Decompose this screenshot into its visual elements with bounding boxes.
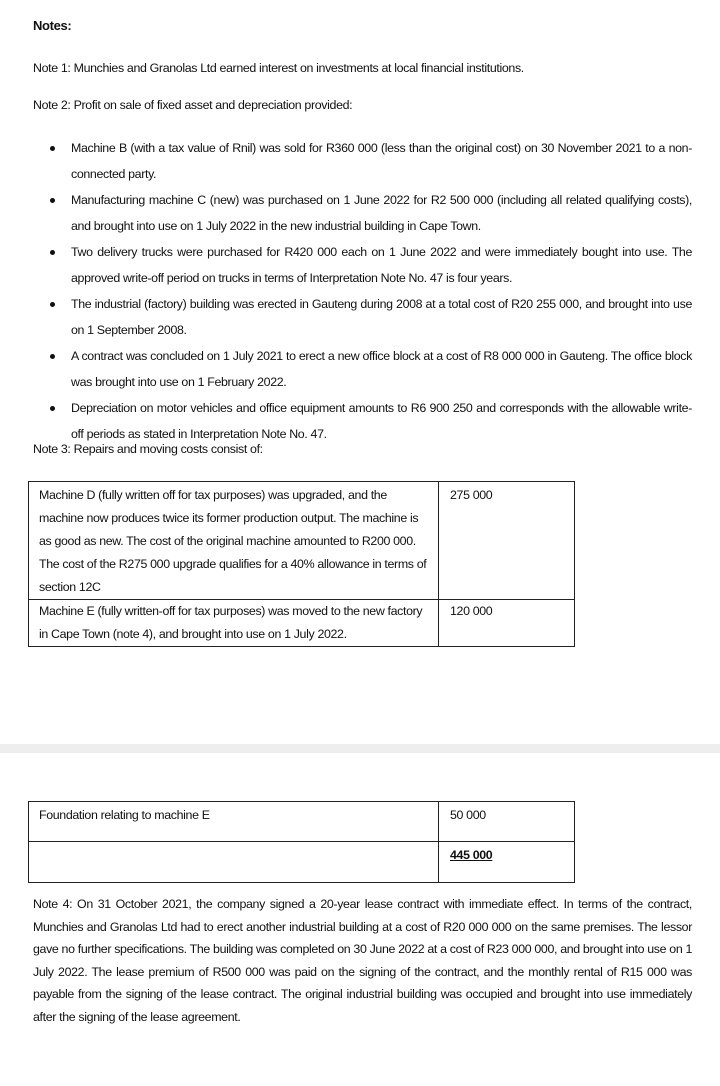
note-1: Note 1: Munchies and Granolas Ltd earned interest on investments at local financial institutions. [33, 61, 524, 75]
row-description: Foundation relating to machine E [29, 802, 439, 842]
total-label-cell [29, 842, 439, 883]
bullet-dot-icon [50, 406, 55, 411]
bullet-item [33, 188, 692, 239]
page-break-divider [0, 744, 720, 753]
note-2-intro: Note 2: Profit on sale of fixed asset and depreciation provided: [33, 98, 353, 112]
bullet-item [33, 136, 692, 187]
row-description: Machine E (fully written-off for tax purposes) was moved to the new factory in Cape Town (note 4), and brought into use on 1 July 2022. [29, 600, 439, 647]
bullet-dot-icon [50, 302, 55, 307]
bullet-text: Machine B (with a tax value of Rnil) was sold for R360 000 (less than the original cost) on 30 November 2021 to a non-connected party. [71, 141, 692, 181]
repairs-cost-table-continued [28, 801, 575, 883]
table-row [29, 600, 575, 647]
bullet-text: Two delivery trucks were purchased for R420 000 each on 1 June 2022 and were immediately bought into use. The approved write-off period on trucks in terms of Interpretation Note No. 47 is four years. [71, 245, 692, 285]
table-total-row [29, 842, 575, 883]
note-4: Note 4: On 31 October 2021, the company signed a 20-year lease contract with immediate effect. In terms of the contract, Munchies and Granolas Ltd had to erect another industrial building at a cost of R20 000 000 on the same premises. The lessor gave no further specifications. The building was completed on 30 June 2022 at a cost of R23 000 000, and brought into use on 1 July 2022. The lease premium of R500 000 was paid on the signing of the contract, and the monthly rental of R15 000 was payable from the signing of the lease contract. The original industrial building was occupied and brought into use immediately after the signing of the lease agreement. [33, 897, 692, 1024]
bullet-text: The industrial (factory) building was erected in Gauteng during 2008 at a total cost of R20 255 000, and brought into use on 1 September 2008. [71, 297, 692, 337]
row-amount: 50 000 [439, 802, 575, 842]
bullet-item [33, 240, 692, 291]
bullet-dot-icon [50, 146, 55, 151]
note-2-bullet-list [33, 136, 692, 448]
total-amount-cell [439, 842, 575, 883]
row-description: Machine D (fully written off for tax purposes) was upgraded, and the machine now produces twice its former production output. The machine is as good as new. The cost of the original machine amounted to R200 000. The cost of the R275 000 upgrade qualifies for a 40% allowance in terms of section 12C [29, 482, 439, 600]
bullet-text: Manufacturing machine C (new) was purchased on 1 June 2022 for R2 500 000 (including all related qualifying costs), and brought into use on 1 July 2022 in the new industrial building in Cape Town. [71, 193, 692, 233]
total-amount: 445 000 [450, 848, 493, 862]
bullet-dot-icon [50, 354, 55, 359]
bullet-text: A contract was concluded on 1 July 2021 to erect a new office block at a cost of R8 000 000 in Gauteng. The office block was brought into use on 1 February 2022. [71, 349, 692, 389]
note-3-intro: Note 3: Repairs and moving costs consist of: [33, 442, 263, 456]
table-row [29, 802, 575, 842]
row-amount: 275 000 [439, 482, 575, 600]
bullet-text: Depreciation on motor vehicles and office equipment amounts to R6 900 250 and corresponds with the allowable write-off periods as stated in Interpretation Note No. 47. [71, 401, 692, 441]
notes-heading: Notes: [33, 18, 72, 33]
row-amount: 120 000 [439, 600, 575, 647]
bullet-item [33, 396, 692, 447]
repairs-cost-table [28, 481, 575, 647]
table-row [29, 482, 575, 600]
bullet-dot-icon [50, 250, 55, 255]
bullet-item [33, 292, 692, 343]
bullet-item [33, 344, 692, 395]
bullet-dot-icon [50, 198, 55, 203]
